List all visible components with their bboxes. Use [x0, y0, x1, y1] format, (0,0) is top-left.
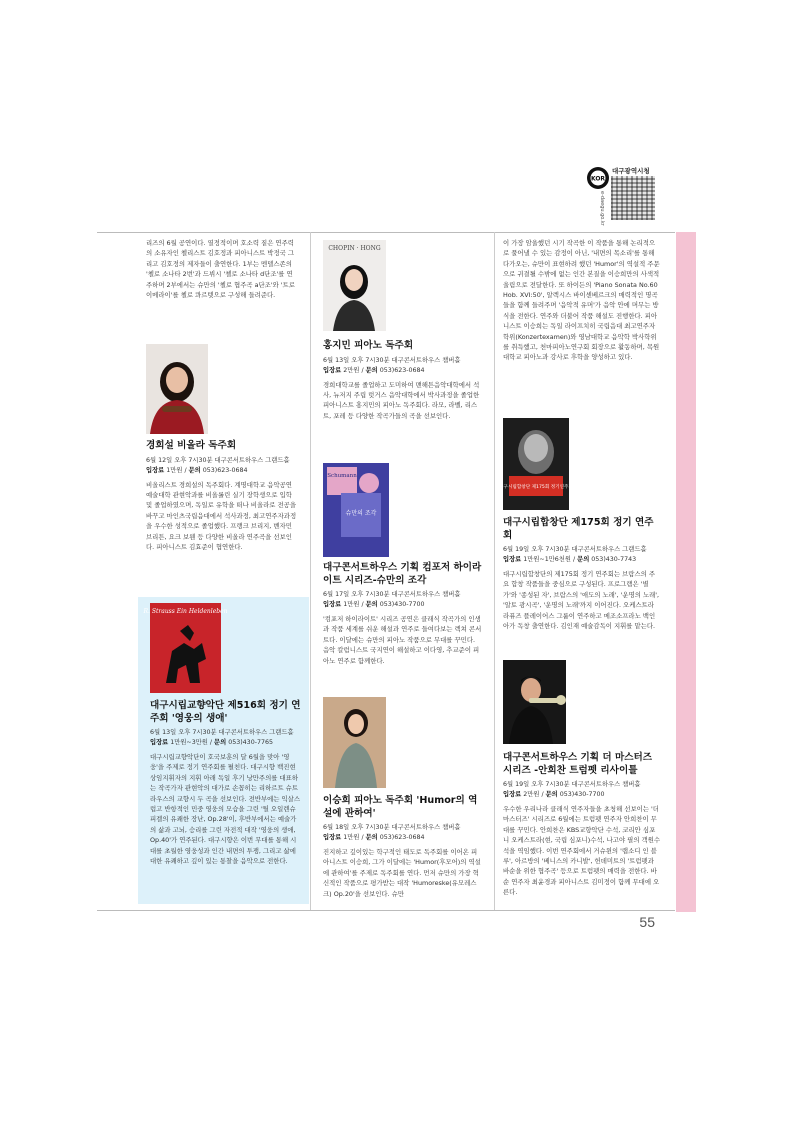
event-photo — [503, 660, 566, 744]
brand-name: 대구광역시청 — [612, 167, 650, 175]
price-label: 입장료 — [323, 834, 342, 841]
event-block: 경희설 비올라 독주회 6월 12일 오후 7시30분 대구콘서트하우스 그랜드홀 입장료 1만원 / 문의 053)623-0684 비올리스트 경희설의 독주회다. 계명대학교 음악공연예술대학 관현악과를 비올롤린 실기 장학생으로 입학 및 졸업하였으며, 독일로 유학을 떠나 비올라로 전공을 바꾸고 마인츠국립음대에서 석사과정, 최고연주자과정을 우수한 성적으로 졸업했다. 프랭크 브리지, 벤자민 브리튼, 요크 보웬 등 다양한 비올라 연주곡을 선보인다. 피아니스트 김효준이 협연한다. — [146, 440, 297, 551]
contact-label: 문의 — [365, 834, 378, 841]
event-contact: 053)430-7700 — [559, 791, 605, 798]
price-label: 입장료 — [503, 791, 522, 798]
event-contact: 053)623-0684 — [379, 366, 425, 374]
intro-text: 리즈의 6월 공연이다. 열정적이며 호소력 짙은 연주력의 소유자인 첼리스트 김호정과 피아니스트 박정국 그리고 김호정의 제자들이 출연한다. 1부는 멘델스존의 '첼로 소나타 2번'과 드뷔시 '첼로 소나타 d단조'를 연주하며 2부에서는 슈만의 '첼로 협주곡 a단조'와 '트로이메라이'를 첼로 콰르텟으로 구성해 들려준다. — [146, 239, 295, 300]
event-datetime: 6월 12일 오후 7시30분 대구콘서트하우스 그랜드홀 — [146, 456, 290, 464]
contact-label: 문의 — [214, 739, 227, 746]
page-edge-tab — [676, 232, 696, 912]
event-description: 대구시립합창단의 제175회 정기 연주회는 브람스의 주요 합창 작품들을 중심으로 구성된다. 프로그램은 '별가'와 '종성된 자', 브람스의 '애도의 노래', '운명의 노래', '알토 광시곡', '운명의 노래'까지 이어진다. 오케스트라 라퓨즈 플레이어스 그룹이 연주하고 메조소프라노 백인아가 독창 출연한다. 김인재 예술감독이 지휘를 맡는다. — [503, 570, 660, 631]
event-title: 대구콘서트하우스 기획 컴포저 하이라이트 시리즈-슈만의 조각 — [323, 562, 482, 586]
qr-code[interactable] — [611, 176, 655, 220]
event-block: 대구시립합창단 제175회 정기 연주회 6월 19일 오후 7시30분 대구콘서트하우스 그랜드홀 입장료 1만원~1만6천원 / 문의 053)430-7743 대구시립합창단의 제175회 정기 연주회는 브람스의 주요 합창 작품들을 중심으로 구성된다. 프로그램은 '별가'와 '종성된 자', 브람스의 '애도의 노래', '운명의 노래', '알토 광시곡', '운명의 노래'까지 이어진다. 오케스트라 라퓨즈 플레이어스 그룹이 연주하고 메조소프라노 백인아가 독창 출연한다. 김인재 예술감독이 지휘를 맡는다. — [503, 517, 660, 631]
event-title: 이승희 피아노 독주회 'Humor의 역설에 관하여' — [323, 795, 478, 819]
event-block: 대구콘서트하우스 기획 컴포저 하이라이트 시리즈-슈만의 조각 6월 17일 오후 7시30분 대구콘서트하우스 챔버홀 입장료 1만원 / 문의 053)430-7700 '컴포저 하이라이트' 시리즈 공연은 클래식 작곡가의 인생과 작품 세계를 쉬운 해설과 연주로 들여다보는 렉쳐 콘서트다. 이달에는 슈만의 피아노 작품으로 무대를 꾸민다. 음악 칼럼니스트 국지연이 해설하고 이다영, 추교준이 피아노 연주로 함께한다. — [323, 562, 482, 665]
poster-subtitle: 슈만의 조각 — [345, 510, 377, 517]
event-title: 대구시립합창단 제175회 정기 연주회 — [503, 517, 654, 541]
brand-badge-text: KOR — [590, 175, 606, 183]
price-label: 입장료 — [323, 601, 342, 608]
contact-label: 문의 — [545, 791, 558, 798]
event-contact: 053)430-7743 — [591, 556, 637, 563]
event-description: 우수한 우리나라 클래식 연주자들을 초청해 선보이는 '더 마스터즈' 시리즈로 6월에는 트럼펫 연주자 안희찬이 무대를 꾸민다. 안희찬은 KBS교향악단 수석, 코리안 심포니 오케스트라(현, 국립 심포니)수석, 나고야 필의 객원수석을 역임했다. 이번 연주회에서 거슈윈의 '랩소디 인 블루', 아르방의 '베니스의 카니발', 헌데미트의 '트럼펫과 바순을 위한 협주곡' 등으로 트럼펫의 매력을 전한다. 바순 연주자 최윤경과 피아니스트 김미정이 함께 무대에 오른다. — [503, 805, 661, 897]
event-title: 경희설 비올라 독주회 — [146, 440, 237, 451]
event-block: 이승희 피아노 독주회 'Humor의 역설에 관하여' 6월 18일 오후 7시30분 대구콘서트하우스 챔버홀 입장료 1만원 / 문의 053)623-0684 진지하고 깊이있는 학구적인 태도로 독주회를 이어온 피아니스트 이승희, 그가 이달에는 'Humor(후모어)의 역설에 관하여'를 주제로 독주회를 연다. 먼저 슈만의 가장 혁신적인 작품으로 평가받는 대작 'Humoreske(유모레스크) Op.20'을 선보인다. 슈만 — [323, 795, 483, 899]
event-contact: 053)623-0684 — [202, 466, 248, 474]
page-number: 55 — [639, 914, 655, 930]
event-price: 1만원~3만원 — [170, 739, 208, 746]
event-price: 1만원 — [166, 466, 183, 474]
price-label: 입장료 — [150, 739, 169, 746]
poster-title: 대구시립합창단 제175회 정기연주회 — [499, 485, 573, 490]
event-description: '컴포저 하이라이트' 시리즈 공연은 클래식 작곡가의 인생과 작품 세계를 쉬운 해설과 연주로 들여다보는 렉쳐 콘서트다. 이달에는 슈만의 피아노 작품으로 무대를 꾸민다. 음악 칼럼니스트 국지연이 해설하고 이다영, 추교준이 피아노 연주로 함께한다. — [323, 615, 482, 665]
contact-label: 문의 — [365, 366, 378, 374]
event-price: 1만원 — [343, 834, 360, 841]
brand-logo — [586, 166, 650, 194]
event-title: 대구시립교향악단 제516회 정기 연주회 '영웅의 생애' — [150, 700, 301, 724]
intro-text: 이 가장 암울했던 시기 작곡한 이 작품을 통해 논리적으로 풀어낼 수 있는 감정이 아닌, '내면의 목소리'를 통해 다가오는, 슈만이 표현하려 했던 'Humor'의 역설적 주문으로 귀결될 수밖에 없는 인간 본질을 이승희만의 사색적 울림으로 전달한다. 또 하이든의 'Piano Sonata No.60 Hob. XVI:50', 알렉시스 바이센베르크의 매력적인 명곡들을 함께 들려주며 '음악적 유머'가 음악 안에 머무는 방식을 전한다. 연주와 더불어 작품 해설도 진행한다. 피아니스트 이승희는 독일 라이프치히 국립음대 최고연주자학위(Konzertexamen)와 영남대학교 음악학 박사학위를 취득했고, 천마피아노연구회 회장으로 활동하며, 목원대학교 피아노과 강사로 후학을 양성하고 있다. — [503, 239, 660, 362]
album-cover — [143, 603, 228, 693]
contact-label: 문의 — [577, 556, 590, 563]
event-contact: 053)430-7700 — [379, 601, 425, 608]
col1-intro — [146, 238, 297, 300]
price-label: 입장료 — [323, 366, 342, 374]
contact-label: 문의 — [365, 601, 378, 608]
event-datetime: 6월 19일 오후 7시30분 대구콘서트하우스 그랜드홀 — [503, 546, 647, 553]
event-price: 1만원~1만6천원 — [523, 556, 571, 563]
event-block: 홍지민 피아노 독주회 6월 13일 오후 7시30분 대구콘서트하우스 챔버홀 입장료 2만원 / 문의 053)623-0684 경희대학교를 졸업하고 도미하여 맨해튼음악대학에서 석사, 뉴저지 주립 럿거스 음악대학에서 박사과정을 졸업한 피아니스트 홍지민의 피아노 독주회다. 라모, 라벨, 리스트, 포레 등 다양한 작곡가들의 곡을 선보인다. — [323, 340, 483, 421]
brand-badge-icon — [586, 166, 610, 190]
event-poster — [323, 463, 389, 557]
price-label: 입장료 — [146, 466, 165, 474]
event-photo — [323, 697, 386, 788]
price-label: 입장료 — [503, 556, 522, 563]
top-rule — [97, 232, 675, 233]
event-description: 진지하고 깊이있는 학구적인 태도로 독주회를 이어온 피아니스트 이승희, 그가 이달에는 'Humor(후모어)의 역설에 관하여'를 주제로 독주회를 연다. 먼저 슈만의 가장 혁신적인 작품으로 평가받는 대작 'Humoreske(유모레스크) Op.20'을 선보인다. 슈만 — [323, 848, 481, 898]
event-contact: 053)430-7765 — [228, 739, 273, 746]
event-datetime: 6월 13일 오후 7시30분 대구콘서트하우스 그랜드홀 — [150, 729, 294, 736]
col3-intro — [503, 238, 661, 363]
event-block: 대구콘서트하우스 기획 더 마스터즈 시리즈 -안희찬 트럼펫 리사이틀 6월 19일 오후 7시30분 대구콘서트하우스 챔버홀 입장료 2만원 / 문의 053)430-7700 우수한 우리나라 클래식 연주자들을 초청해 선보이는 '더 마스터즈' 시리즈로 6월에는 트럼펫 연주자 안희찬이 무대를 꾸민다. 안희찬은 KBS교향악단 수석, 코리안 심포니 오케스트라(현, 국립 심포니)수석, 나고야 필의 객원수석을 역임했다. 이번 연주회에서 거슈윈의 '랩소디 인 블루', 아르방의 '베니스의 카니발', 헌데미트의 '트럼펫과 바순을 위한 협주곡' 등으로 트럼펫의 매력을 전한다. 바순 연주자 최윤경과 피아니스트 김미정이 함께 무대에 오른다. — [503, 752, 661, 897]
event-poster — [323, 240, 386, 331]
column-divider — [494, 232, 495, 910]
event-price: 1만원 — [343, 601, 360, 608]
event-price: 2만원 — [343, 366, 360, 374]
contact-label: 문의 — [188, 466, 201, 474]
poster-title: Schumann — [327, 473, 357, 479]
column-divider — [310, 232, 311, 910]
event-datetime: 6월 18일 오후 7시30분 대구콘서트하우스 챔버홀 — [323, 824, 461, 831]
event-title: 대구콘서트하우스 기획 더 마스터즈 시리즈 -안희찬 트럼펫 리사이틀 — [503, 752, 653, 776]
event-description: 대구시립교향악단이 호국보훈의 달 6월을 맞아 '영웅'을 주제로 정기 연주회를 펼친다. 대구시향 백진현 상임지휘자의 지휘 아래 독일 후기 낭만주의를 대표하는 작곡가자 관현악의 대가로 손꼽히는 리하르트 슈트라우스의 교향시 두 곡을 선보인다. 전반부에는 익살스럽고 반항적인 민중 영웅의 모습을 그린 '틸 오일렌슈피겔의 유쾌한 장난, Op.28'이, 후반부에서는 예술가의 삶과 고뇌, 승리를 그린 자전적 대작 '영웅의 생애, Op.40'가 연주된다. 대구시향은 이번 무대를 통해 시대를 초월한 영웅성과 인간 내면의 투쟁, 그리고 삶에 대한 유쾌하고 깊이 있는 통찰을 음악으로 전한다. — [150, 753, 301, 866]
event-photo — [146, 344, 208, 434]
album-title: R. Strauss Ein Heldenleben — [143, 608, 228, 615]
event-datetime: 6월 19일 오후 7시30분 대구콘서트하우스 챔버홀 — [503, 781, 641, 788]
event-price: 2만원 — [523, 791, 540, 798]
poster-text: CHOPIN · HONG — [328, 245, 381, 252]
event-contact: 053)623-0684 — [379, 834, 425, 841]
bottom-rule — [97, 910, 675, 911]
event-description: 경희대학교를 졸업하고 도미하여 맨해튼음악대학에서 석사, 뉴저지 주립 럿거스 음악대학에서 박사과정을 졸업한 피아니스트 홍지민의 피아노 독주회다. 라모, 라벨, 리스트, 포레 등 다양한 작곡가들의 곡을 선보인다. — [323, 380, 480, 420]
brand-side-text: e-daegu.go.kr — [599, 191, 605, 226]
event-poster — [499, 418, 573, 510]
event-title: 홍지민 피아노 독주회 — [323, 340, 414, 351]
event-description: 비올리스트 경희설의 독주회다. 계명대학교 음악공연예술대학 관현악과를 비올롤린 실기 장학생으로 입학 및 졸업하였으며, 독일로 유학을 떠나 비올라로 전공을 바꾸고 마인츠국립음대에서 석사과정, 최고연주자과정을 우수한 성적으로 졸업했다. 프랭크 브리지, 벤자민 브리튼, 요크 보웬 등 다양한 비올라 연주곡을 선보인다. 피아니스트 김효준이 협연한다. — [146, 480, 297, 551]
event-datetime: 6월 17일 오후 7시30분 대구콘서트하우스 챔버홀 — [323, 591, 461, 598]
event-datetime: 6월 13일 오후 7시30분 대구콘서트하우스 챔버홀 — [323, 356, 461, 364]
event-block: 대구시립교향악단 제516회 정기 연주회 '영웅의 생애' 6월 13일 오후 7시30분 대구콘서트하우스 그랜드홀 입장료 1만원~3만원 / 문의 053)430-7765 대구시립교향악단이 호국보훈의 달 6월을 맞아 '영웅'을 주제로 정기 연주회를 펼친다. 대구시향 백진현 상임지휘자의 지휘 아래 독일 후기 낭만주의를 대표하는 작곡가자 관현악의 대가로 손꼽히는 리하르트 슈트라우스의 교향시 두 곡을 선보인다. 전반부에는 익살스럽고 반항적인 민중 영웅의 모습을 그린 '틸 오일렌슈피겔의 유쾌한 장난, Op.28'이, 후반부에서는 예술가의 삶과 고뇌, 승리를 그린 자전적 대작 '영웅의 생애, Op.40'가 연주된다. 대구시향은 이번 무대를 통해 시대를 초월한 영웅성과 인간 내면의 투쟁, 그리고 삶에 대한 유쾌하고 깊이 있는 통찰을 음악으로 전한다. — [150, 700, 301, 866]
